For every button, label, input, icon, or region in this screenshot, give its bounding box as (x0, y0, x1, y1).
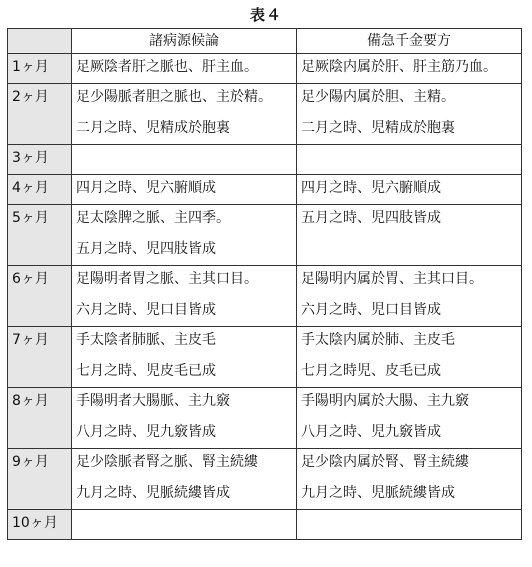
shobyo-genkoron-line: 六月之時、児口目皆成 (76, 302, 216, 318)
shobyo-genkoron-cell (72, 266, 297, 327)
month-label: 4ヶ月 (12, 180, 49, 196)
header-row (8, 29, 522, 54)
shobyo-genkoron-line: 七月之時、児皮毛已成 (76, 363, 216, 379)
table-row (8, 388, 522, 449)
table-row (8, 54, 522, 84)
header-bikyu-senkin-yoho: 備急千金要方 (297, 29, 522, 54)
shobyo-genkoron-cell (72, 145, 297, 175)
bikyu-senkin-yoho-cell (297, 54, 522, 84)
comparison-table (7, 28, 522, 540)
table-row (8, 175, 522, 205)
bikyu-senkin-yoho-line: 六月之時、児口目皆成 (301, 302, 441, 318)
month-label: 1ヶ月 (12, 59, 49, 75)
month-cell (8, 205, 72, 266)
shobyo-genkoron-line: 足厥陰者肝之脈也、肝主血。 (76, 59, 258, 75)
bikyu-senkin-yoho-cell (297, 388, 522, 449)
bikyu-senkin-yoho-line (301, 510, 521, 539)
month-cell (8, 175, 72, 205)
shobyo-genkoron-line: 五月之時、児四肢皆成 (76, 241, 216, 257)
month-label: 2ヶ月 (12, 89, 49, 105)
table-row (8, 449, 522, 510)
month-label: 3ヶ月 (12, 150, 49, 166)
bikyu-senkin-yoho-cell (297, 327, 522, 388)
shobyo-genkoron-line: 足太陰脾之脈、主四季。 (76, 210, 230, 226)
month-label: 6ヶ月 (12, 271, 49, 287)
shobyo-genkoron-line (76, 510, 296, 539)
table-row (8, 84, 522, 145)
bikyu-senkin-yoho-cell (297, 266, 522, 327)
bikyu-senkin-yoho-cell (297, 175, 522, 205)
shobyo-genkoron-cell (72, 205, 297, 266)
month-label: 8ヶ月 (12, 393, 49, 409)
month-cell (8, 266, 72, 327)
month-cell (8, 449, 72, 510)
bikyu-senkin-yoho-line: 手太陰内属於肺、主皮毛 (301, 332, 455, 348)
header-corner (8, 29, 72, 54)
month-cell (8, 145, 72, 175)
shobyo-genkoron-cell (72, 327, 297, 388)
bikyu-senkin-yoho-line: 五月之時、児四肢皆成 (301, 210, 441, 226)
month-cell (8, 327, 72, 388)
bikyu-senkin-yoho-line: 足少陰内属於腎、腎主続縷 (301, 454, 469, 470)
shobyo-genkoron-line: 九月之時、児脈続縷皆成 (76, 485, 230, 501)
shobyo-genkoron-line: 二月之時、児精成於胞裏 (76, 120, 230, 136)
table-row (8, 266, 522, 327)
bikyu-senkin-yoho-line: 手陽明内属於大腸、主九竅 (301, 393, 469, 409)
table-row (8, 145, 522, 175)
bikyu-senkin-yoho-line: 八月之時、児九竅皆成 (301, 424, 441, 440)
month-cell (8, 388, 72, 449)
month-cell (8, 510, 72, 540)
shobyo-genkoron-cell (72, 388, 297, 449)
table-row (8, 327, 522, 388)
shobyo-genkoron-line: 足少陽脈者胆之脈也、主於精。 (76, 89, 272, 105)
month-label: 7ヶ月 (12, 332, 49, 348)
month-label: 9ヶ月 (12, 454, 49, 470)
shobyo-genkoron-line: 四月之時、児六腑順成 (76, 180, 216, 196)
shobyo-genkoron-line: 足少陰脈者腎之脈、腎主続縷 (76, 454, 258, 470)
shobyo-genkoron-cell (72, 175, 297, 205)
bikyu-senkin-yoho-line: 四月之時、児六腑順成 (301, 180, 441, 196)
shobyo-genkoron-cell (72, 449, 297, 510)
month-cell (8, 54, 72, 84)
bikyu-senkin-yoho-line: 七月之時児、皮毛已成 (301, 363, 441, 379)
bikyu-senkin-yoho-line: 九月之時、児脈続縷皆成 (301, 485, 455, 501)
shobyo-genkoron-line (76, 145, 296, 174)
shobyo-genkoron-line: 八月之時、児九竅皆成 (76, 424, 216, 440)
bikyu-senkin-yoho-line: 足陽明内属於胃、主其口目。 (301, 271, 483, 287)
shobyo-genkoron-cell (72, 510, 297, 540)
bikyu-senkin-yoho-line: 足厥陰内属於肝、肝主筋乃血。 (301, 59, 497, 75)
bikyu-senkin-yoho-cell (297, 84, 522, 145)
shobyo-genkoron-line: 足陽明者胃之脈、主其口目。 (76, 271, 258, 287)
shobyo-genkoron-line: 手太陰者肺脈、主皮毛 (76, 332, 216, 348)
month-label: 5ヶ月 (12, 210, 49, 226)
table-body (8, 54, 522, 540)
table-row (8, 510, 522, 540)
month-cell (8, 84, 72, 145)
bikyu-senkin-yoho-line (301, 145, 521, 174)
bikyu-senkin-yoho-line: 二月之時、児精成於胞裏 (301, 120, 455, 136)
bikyu-senkin-yoho-cell (297, 145, 522, 175)
table-row (8, 205, 522, 266)
bikyu-senkin-yoho-cell (297, 449, 522, 510)
table-title: 表４ (249, 6, 282, 24)
shobyo-genkoron-cell (72, 84, 297, 145)
month-label: 10ヶ月 (12, 515, 58, 531)
header-shobyo-genkoron: 諸病源候論 (72, 29, 297, 54)
bikyu-senkin-yoho-cell (297, 510, 522, 540)
shobyo-genkoron-line: 手陽明者大腸脈、主九竅 (76, 393, 230, 409)
bikyu-senkin-yoho-cell (297, 205, 522, 266)
bikyu-senkin-yoho-line: 足少陽内属於胆、主精。 (301, 89, 455, 105)
shobyo-genkoron-cell (72, 54, 297, 84)
